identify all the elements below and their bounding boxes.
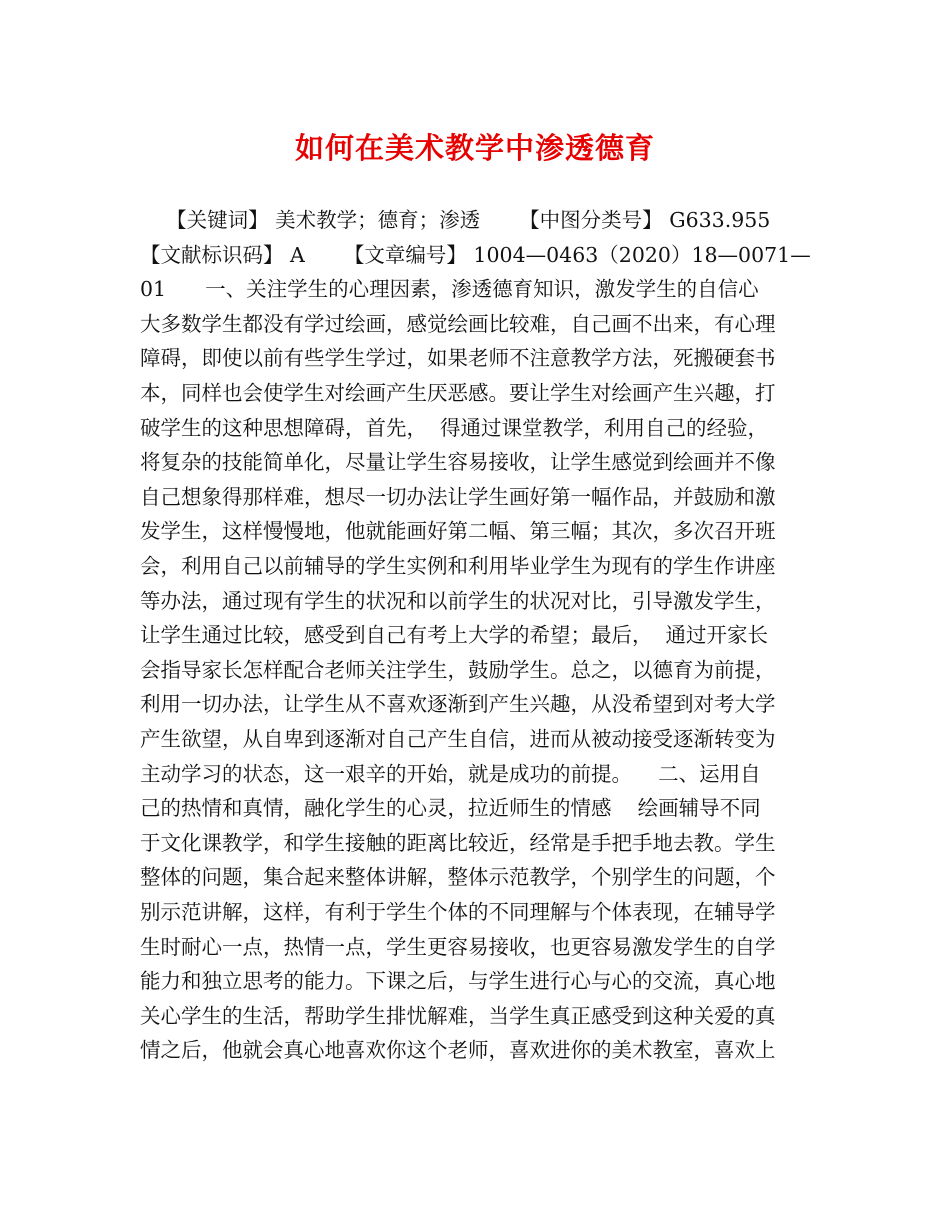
body-text-line: 发学生，这样慢慢地，他就能画好第二幅、第三幅；其次，多次召开班	[140, 519, 776, 544]
body-text-line: 等办法，通过现有学生的状况和以前学生的状况对比，引导激发学生，	[140, 588, 776, 613]
body-text-line: 关心学生的生活，帮助学生排忧解难，当学生真正感受到这种关爱的真	[140, 1003, 776, 1028]
body-text-line: 产生欲望，从自卑到逐渐对自己产生自信，进而从被动接受逐渐转变为	[140, 727, 776, 751]
body-text-line: 别示范讲解，这样，有利于学生个体的不同理解与个体表现，在辅导学	[140, 900, 776, 924]
body-text-line: 将复杂的技能简单化，尽量让学生容易接收，让学生感觉到绘画并不像	[140, 450, 776, 475]
body-text-line: 自己想象得那样难，想尽一切办法让学生画好第一幅作品，并鼓励和激	[140, 484, 776, 509]
body-text-line: 让学生通过比较，感受到自己有考上大学的希望；最后， 通过开家长	[140, 623, 769, 648]
body-text-line: 破学生的这种思想障碍，首先， 得通过课堂教学，利用自己的经验，	[140, 415, 769, 440]
body-text-line: 己的热情和真情，融化学生的心灵，拉近师生的情感 绘画辅导不同	[140, 796, 761, 821]
body-text-line: 会指导家长怎样配合老师关注学生，鼓励学生。总之，以德育为前提，	[140, 657, 776, 682]
body-text-line: 能力和独立思考的能力。下课之后，与学生进行心与心的交流，真心地	[140, 969, 776, 994]
body-text-line: 于文化课教学，和学生接触的距离比较近，经常是手把手地去教。学生	[140, 830, 776, 855]
body-text-line: 大多数学生都没有学过绘画，感觉绘画比较难，自己画不出来，有心理	[140, 311, 776, 336]
body-text-line: 情之后，他就会真心地喜欢你这个老师，喜欢进你的美术教室，喜欢上	[140, 1038, 776, 1063]
document-title: 如何在美术教学中渗透德育	[294, 131, 655, 165]
body-text-line: 整体的问题，集合起来整体讲解，整体示范教学，个别学生的问题，个	[140, 865, 776, 890]
body-text-line: 会，利用自己以前辅导的学生实例和利用毕业学生为现有的学生作讲座	[140, 554, 776, 578]
body-text-line: 【关键词】 美术教学；德育；渗透 【中图分类号】 G633.955	[140, 208, 771, 232]
body-text-line: 主动学习的状态，这一艰辛的开始，就是成功的前提。 二、运用自	[140, 761, 761, 786]
body-text-line: 【文献标识码】 A 【文章编号】 1004—0463（2020）18—0071—	[140, 242, 811, 267]
body-text-line: 障碍，即使以前有些学生学过，如果老师不注意教学方法，死搬硬套书	[140, 346, 776, 371]
body-text-line: 01 一、关注学生的心理因素，渗透德育知识，激发学生的自信心	[140, 277, 759, 302]
body-text-line: 生时耐心一点，热情一点，学生更容易接收，也更容易激发学生的自学	[140, 934, 776, 959]
body-text-line: 利用一切办法，让学生从不喜欢逐渐到产生兴趣，从没希望到对考大学	[140, 692, 776, 717]
body-text-line: 本，同样也会使学生对绘画产生厌恶感。要让学生对绘画产生兴趣，打	[140, 381, 776, 405]
